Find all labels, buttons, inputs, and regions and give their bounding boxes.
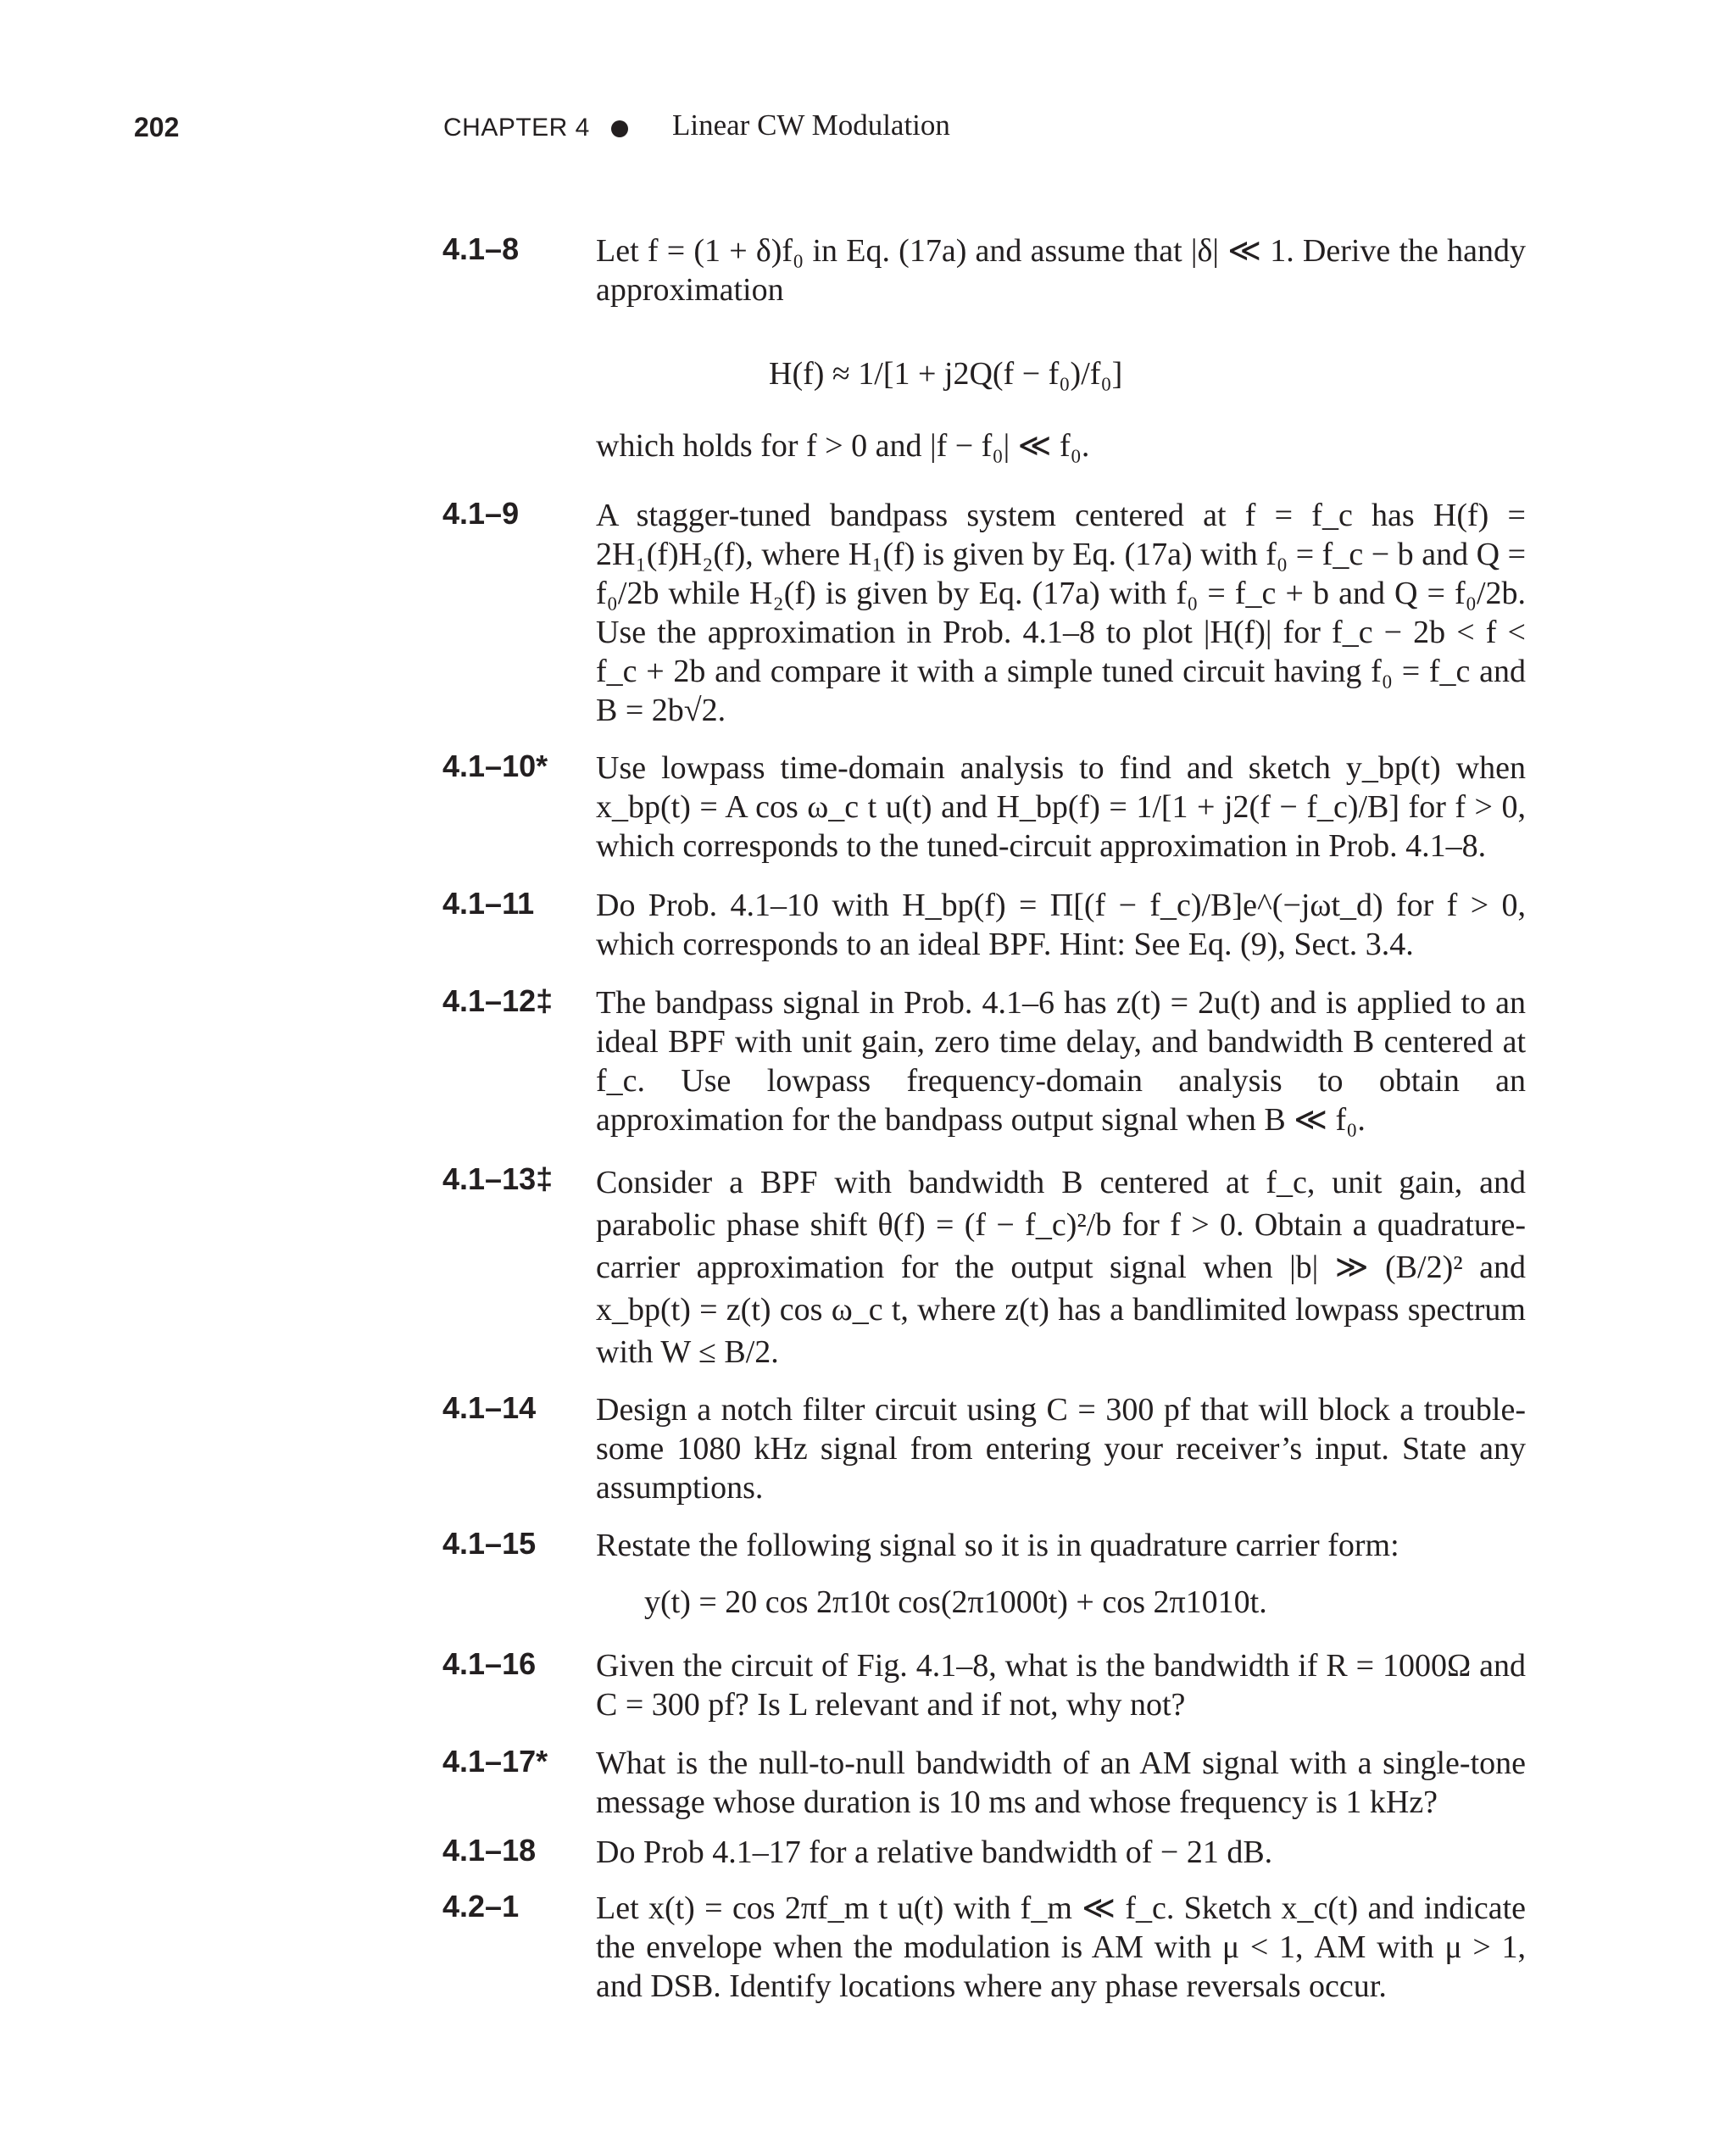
problem-equation: y(t) = 20 cos 2π10t cos(2π1000t) + cos 2π1010t. [644, 1584, 1267, 1620]
problem-text-after: which holds for f > 0 and |f − f₀| ≪ f₀. [596, 428, 1090, 464]
problem-text: A stagger-tuned bandpass system centered at f = f_c has H(f) = 2H₁(f)H₂(f), where H₁(f) is given by Eq. (17a) with f₀ = f_c − b and Q = f₀/2b while H₂(f) is given by Eq. (17a) with f₀ = f_c + b and Q = f₀/2b. Use the approximation in Prob. 4.1–8 to plot |H(f)| for f_c − 2b < f < f_c + 2b and compare it with a simple tuned circuit having f₀ = f_c and B = 2b√2. [596, 498, 1526, 728]
problem-number: 4.1–17* [442, 1744, 548, 1779]
problem-number: 4.1–16 [442, 1646, 537, 1681]
problem-text: Let x(t) = cos 2πf_m t u(t) with f_m ≪ f_c. Sketch x_c(t) and indicate the envelope when the modulation is AM with μ < 1, AM with μ > 1, and DSB. Identify locations where any phase reversals occur. [596, 1890, 1526, 2004]
problem-text: The bandpass signal in Prob. 4.1–6 has z(t) = 2u(t) and is applied to an ideal BPF with unit gain, zero time delay, and bandwidth B centered at f_c. Use lowpass frequency-domain analysis to obtain an approximation for the bandpass output signal when B ≪ f₀. [596, 985, 1526, 1138]
running-header [0, 109, 1736, 151]
problem-text: Do Prob. 4.1–10 with H_bp(f) = Π[(f − f_c)/B]e^(−jωt_d) for f > 0, which corresponds to an ideal BPF. Hint: See Eq. (9), Sect. 3.4. [596, 888, 1526, 962]
page-number: 202 [134, 112, 180, 142]
problem-number: 4.1–18 [442, 1833, 537, 1868]
problem-text: Let f = (1 + δ)f₀ in Eq. (17a) and assume that |δ| ≪ 1. Derive the handy approximation [596, 233, 1526, 308]
problem-text: Given the circuit of Fig. 4.1–8, what is the bandwidth if R = 1000Ω and C = 300 pf? Is L relevant and if not, why not? [596, 1648, 1526, 1723]
problem-number: 4.1–13‡ [442, 1161, 554, 1196]
chapter-label: CHAPTER 4 [443, 114, 590, 142]
problem-number: 4.1–10* [442, 749, 548, 783]
problem-number: 4.1–9 [442, 496, 520, 531]
problem-number: 4.2–1 [442, 1889, 520, 1924]
problem-text: Restate the following signal so it is in quadrature carrier form: [596, 1528, 1399, 1563]
problem-text: Consider a BPF with bandwidth B centered at f_c, unit gain, and parabolic phase shift θ(f) = (f − f_c)²/b for f > 0. Obtain a quadrature-carrier approximation for the output signal when |b| ≫ (B/2)² and x_bp(t) = z(t) cos ω_c t, where z(t) has a bandlimited lowpass spectrum with W ≤ B/2. [596, 1165, 1526, 1370]
problem-text: What is the null-to-null bandwidth of an AM signal with a single-tone message whose duration is 10 ms and whose frequency is 1 kHz? [596, 1745, 1526, 1820]
problem-number: 4.1–11 [442, 886, 535, 921]
problem-number: 4.1–8 [442, 231, 520, 266]
problem-number: 4.1–12‡ [442, 983, 554, 1018]
problem-number: 4.1–14 [442, 1390, 537, 1425]
bullet-separator [611, 120, 628, 137]
problem-number: 4.1–15 [442, 1526, 537, 1561]
chapter-title: Linear CW Modulation [672, 109, 950, 142]
problem-text: Do Prob 4.1–17 for a relative bandwidth of − 21 dB. [596, 1834, 1273, 1870]
problem-equation: H(f) ≈ 1/[1 + j2Q(f − f₀)/f₀] [769, 356, 1123, 392]
problem-text: Use lowpass time-domain analysis to find and sketch y_bp(t) when x_bp(t) = A cos ω_c t u(t) and H_bp(f) = 1/[1 + j2(f − f_c)/B] for f > 0, which corresponds to the tuned-circuit approximation in Prob. 4.1–8. [596, 750, 1526, 864]
problem-text: Design a notch filter circuit using C = 300 pf that will block a trouble-some 1080 kHz signal from entering your receiver’s input. State any assumptions. [596, 1392, 1526, 1506]
